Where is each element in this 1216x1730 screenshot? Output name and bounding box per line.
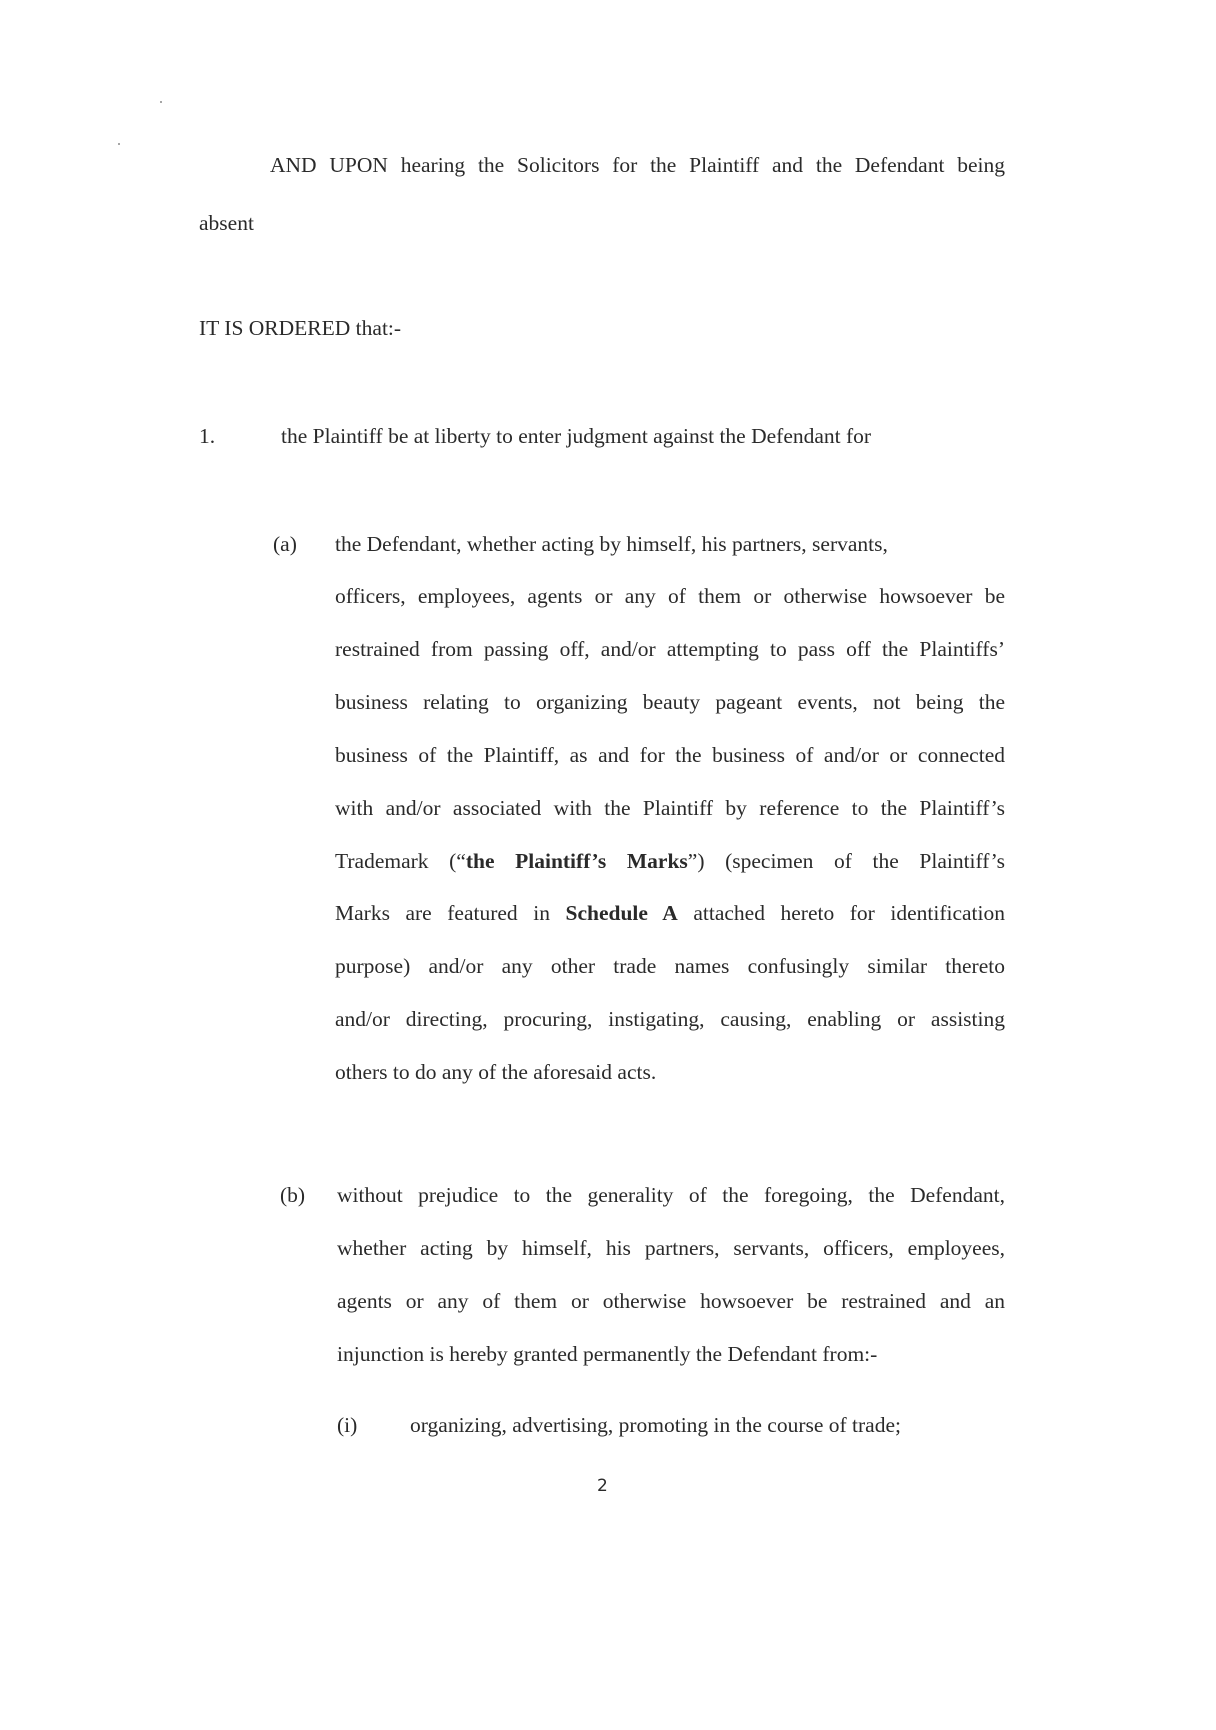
sub-a-line: purpose) and/or any other trade names confusingly similar thereto [335,954,1005,978]
sub-a-line: and/or directing, procuring, instigating, causing, enabling or assisting [335,1007,1005,1031]
sub-a-line: the Defendant, whether acting by himself, his partners, servants, [335,532,888,556]
sub-i-label: (i) [337,1413,358,1437]
sub-a-trademark-line [335,849,1005,874]
sub-a-label: (a) [273,532,297,556]
sub-a-line7-post: ”) (specimen of the Plaintiff’s [687,849,1005,873]
sub-b-line: whether acting by himself, his partners, servants, officers, employees, [337,1236,1005,1260]
item-1-number: 1. [199,424,216,448]
sub-a-line: business of the Plaintiff, as and for the business of and/or or connected [335,743,1005,767]
sub-b-line: without prejudice to the generality of the foregoing, the Defendant, [337,1183,1005,1207]
schedule-a-term: Schedule A [565,901,678,925]
sub-b-line: injunction is hereby granted permanently the Defendant from:- [337,1342,878,1366]
sub-a-schedule-line [335,901,1005,926]
intro-line-2: absent [199,211,254,235]
sub-a-line: officers, employees, agents or any of them or otherwise howsoever be [335,584,1005,608]
sub-b-label: (b) [280,1183,306,1207]
ordered-heading: IT IS ORDERED that:- [199,316,402,340]
sub-a-line7-pre: Trademark (“ [335,849,466,873]
sub-a-line8-post: attached hereto for identification [677,901,1005,925]
sub-a-line: others to do any of the aforesaid acts. [335,1060,657,1084]
sub-a-line8-pre: Marks are featured in [335,901,566,925]
sub-i-text: organizing, advertising, promoting in the course of trade; [410,1413,901,1437]
intro-line-1: AND UPON hearing the Solicitors for the Plaintiff and the Defendant being [270,153,1005,177]
scan-speck [118,143,120,145]
sub-a-line: business relating to organizing beauty pageant events, not being the [335,690,1005,714]
page-number: 2 [597,1476,608,1496]
item-1-text: the Plaintiff be at liberty to enter judgment against the Defendant for [281,424,872,448]
sub-b-line: agents or any of them or otherwise howsoever be restrained and an [337,1289,1005,1313]
sub-a-line: with and/or associated with the Plaintiff by reference to the Plaintiff’s [335,796,1005,820]
plaintiff-marks-term: the Plaintiff’s Marks [465,849,688,873]
sub-a-line: restrained from passing off, and/or attempting to pass off the Plaintiffs’ [335,637,1005,661]
scan-speck [160,101,162,103]
